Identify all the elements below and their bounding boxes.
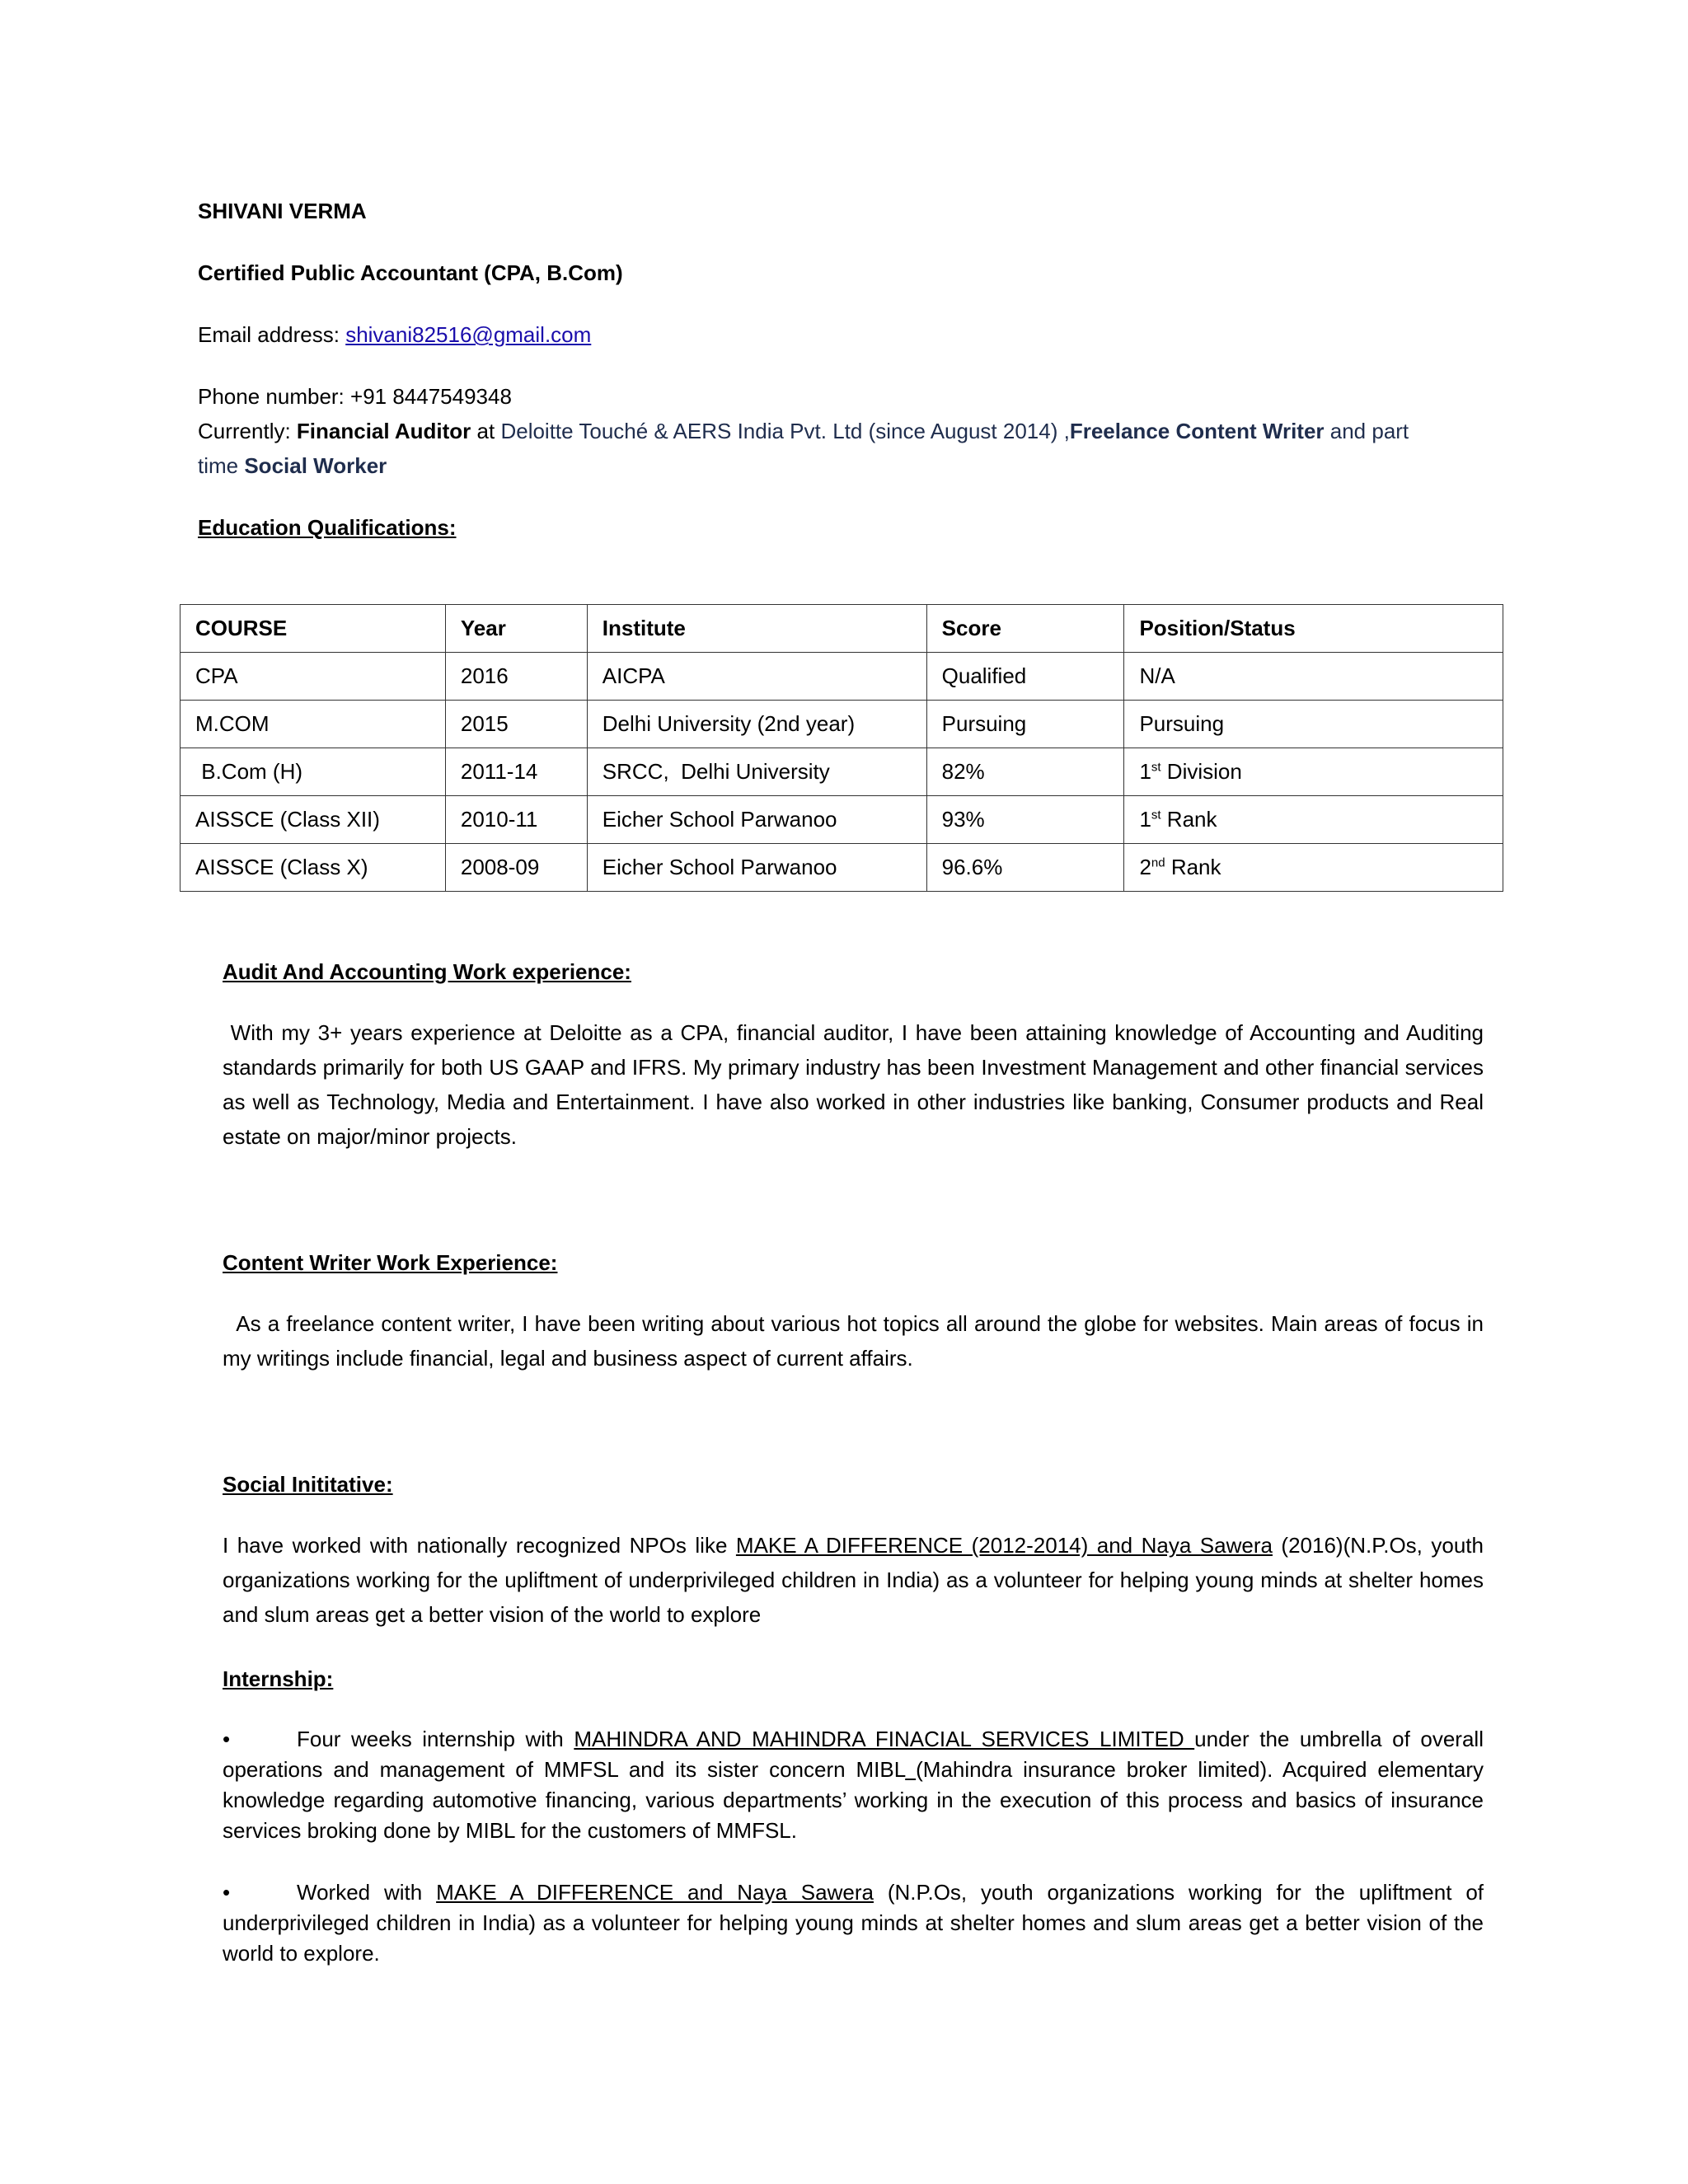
content-writer-heading: Content Writer Work Experience: [223,1250,558,1275]
column-header: Year [445,605,587,653]
internship-item-2 [223,1877,1484,1969]
item1-pre: Four weeks internship with [297,1727,574,1751]
bullet-icon: • [223,1727,231,1751]
current-line-2 [198,452,387,479]
score-cell: 93% [926,796,1124,844]
item1-underline-gap [905,1757,916,1782]
column-header: Institute [587,605,926,653]
social-text-post: (2016)(N.P.Os, youth organizations working for the upliftment of underprivileged children in India) as a volunteer for helping young minds at shelter homes and slum areas get a better vision of the world to explore [223,1533,1484,1627]
institute-cell: Delhi University (2nd year) [587,701,926,748]
position-cell [1124,844,1503,892]
position-suffix: nd [1151,855,1165,870]
current-role-writer: Freelance Content Writer [1069,419,1325,443]
social-heading: Social Inititative: [223,1472,393,1497]
institute-cell: SRCC, Delhi University [587,748,926,796]
position-text: Division [1160,759,1242,784]
content-writer-paragraph: As a freelance content writer, I have been writing about various hot topics all around the globe for websites. Main areas of focus in my writings include financial, legal and business aspect of current affairs. [223,1311,1490,1371]
audit-paragraph: With my 3+ years experience at Deloitte as a CPA, financial auditor, I have been attaining knowledge of Accounting and Auditing standards primarily for both US GAAP and IFRS. My primary industry has been Investment Management and other financial services as well as Technology, Media and Entertainment. I have also worked in other industries like banking, Consumer products and Real estate on major/minor projects. [223,1020,1490,1149]
position-number: 1 [1139,759,1151,784]
year-cell: 2015 [445,701,587,748]
course-cell: B.Com (H) [181,748,446,796]
education-table [180,604,1503,892]
position-cell [1124,796,1503,844]
current-prefix: Currently: [198,419,297,443]
social-link: MAKE A DIFFERENCE (2012-2014) and Naya Sawera [735,1533,1273,1558]
phone-line: Phone number: +91 8447549348 [198,384,512,409]
course-cell: AISSCE (Class X) [181,844,446,892]
position-cell: N/A [1124,653,1503,701]
current-time: time [198,453,245,478]
position-number: 2 [1139,855,1151,879]
score-cell: 82% [926,748,1124,796]
social-paragraph [223,1528,1484,1632]
table-row [181,701,1503,748]
item2-post: (N.P.Os, youth organizations working for the upliftment of underprivileged children in India) as a volunteer for helping young minds at shelter homes and slum areas get a better vision of the world to explore. [223,1880,1484,1966]
current-company: Deloitte Touché & AERS India Pvt. Ltd (since August 2014) , [500,419,1070,443]
current-role-social: Social Worker [244,453,387,478]
year-cell: 2008-09 [445,844,587,892]
table-row [181,844,1503,892]
education-heading: Education Qualifications: [198,515,457,540]
table-header-row [181,605,1503,653]
institute-cell: AICPA [587,653,926,701]
score-cell: Pursuing [926,701,1124,748]
column-header: Score [926,605,1124,653]
item1-post: under the umbrella of overall operations and management of MMFSL and its sister concern MIBL [223,1727,1484,1782]
audit-heading: Audit And Accounting Work experience: [223,959,631,984]
position-suffix: st [1151,760,1161,775]
item1-company: MAHINDRA AND MAHINDRA FINACIAL SERVICES LIMITED [574,1727,1195,1751]
year-cell: 2010-11 [445,796,587,844]
position-text: Rank [1160,807,1217,832]
current-line [198,418,1409,444]
bullet-icon: • [223,1880,231,1905]
score-cell: Qualified [926,653,1124,701]
year-cell: 2016 [445,653,587,701]
candidate-title: Certified Public Accountant (CPA, B.Com) [198,260,623,285]
email-link[interactable]: shivani82516@gmail.com [345,322,592,347]
email-label: Email address: [198,322,346,347]
current-role-auditor: Financial Auditor [296,419,471,443]
table-row [181,653,1503,701]
column-header: Position/Status [1124,605,1503,653]
position-text: Rank [1165,855,1221,879]
table-row [181,748,1503,796]
internship-item-1 [223,1724,1484,1846]
position-cell: Pursuing [1124,701,1503,748]
table-row [181,796,1503,844]
column-header: COURSE [181,605,446,653]
course-cell: M.COM [181,701,446,748]
candidate-name: SHIVANI VERMA [198,199,367,223]
internship-heading: Internship: [223,1666,334,1691]
item1-end: (Mahindra insurance broker limited). Acquired elementary knowledge regarding automotive financing, various departments’ working in the execution of this process and basics of insurance services broking done by MIBL for the customers of MMFSL. [223,1757,1484,1843]
score-cell: 96.6% [926,844,1124,892]
institute-cell: Eicher School Parwanoo [587,796,926,844]
institute-cell: Eicher School Parwanoo [587,844,926,892]
item2-org: MAKE A DIFFERENCE and Naya Sawera [436,1880,874,1905]
social-text-pre: I have worked with nationally recognized NPOs like [223,1533,736,1558]
year-cell: 2011-14 [445,748,587,796]
item2-pre: Worked with [297,1880,437,1905]
current-at: at [471,419,501,443]
position-cell [1124,748,1503,796]
position-suffix: st [1151,808,1161,823]
position-number: 1 [1139,807,1151,832]
current-and: and part [1324,419,1409,443]
email-line [198,321,591,348]
course-cell: CPA [181,653,446,701]
course-cell: AISSCE (Class XII) [181,796,446,844]
